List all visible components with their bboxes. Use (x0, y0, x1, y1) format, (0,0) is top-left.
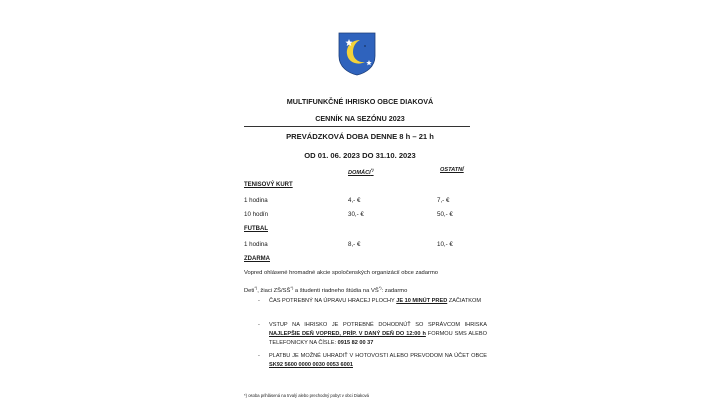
section-free: ZDARMA (244, 256, 270, 262)
column-domestic: DOMÁCI*) (348, 167, 374, 176)
section-tennis: TENISOVÝ KURT (244, 182, 293, 188)
football-row-1-others: 10,- € (437, 241, 453, 248)
season-period: OD 01. 06. 2023 DO 31.10. 2023 (304, 151, 416, 160)
column-others: OSTATNÍ (440, 167, 464, 173)
tennis-row-2-others: 50,- € (437, 211, 453, 218)
opening-hours: PREVÁDZKOVÁ DOBA DENNE 8 h – 21 h (286, 132, 434, 141)
divider (244, 126, 470, 127)
football-row-1-label: 1 hodina (244, 241, 268, 248)
price-list-page: MULTIFUNKČNÉ IHRISKO OBCE DIAKOVÁ CENNÍK NA SEZÓNU 2023 PREVÁDZKOVÁ DOBA DENNE 8 h – 21 h OD 01. 06. 2023 DO 31.10. 2023 DOMÁCI*) OSTATNÍ TENISOVÝ KURT 1 hodina 4,- € 7,- € 10 hodín 30,- € 50,- € FUTBAL 1 hodina 8,- € 10,- € ZDARMA Vopred ohlásené hromadné akcie spoločenských organizácií obce zadarmo Deti*), žiaci ZŠ/SŠ*) a študenti riadneho štúdia na VŠ*): zadarmo - ČAS POTREBNÝ NA ÚPRAVU HRACEJ PLOCHY JE 10 MINÚT PRED ZAČIATKOM - VSTUP NA IHRISKO JE POTREBNÉ DOHODNÚŤ SO SPRÁVCOM IHRISKA NAJLEPŠIE DEŇ VOPRED, PRÍP. V DANÝ DEŇ DO 12:00 h FORMOU SMS ALEBO TELEFONICKY NA ČÍSLE: 0915 82 00 37 - PLATBU JE MOŽNÉ UHRADIŤ V HOTOVOSTI ALEBO PREVODOM NA ÚČET OBCE SK92 5600 0000 0030 0053 6001 *) osoba prihlásená na trvalý alebo prechodný pobyt v obci Diaková (0, 0, 720, 420)
document-title: MULTIFUNKČNÉ IHRISKO OBCE DIAKOVÁ (286, 97, 434, 106)
tennis-row-1-label: 1 hodina (244, 197, 268, 204)
football-row-1-domestic: 8,- € (348, 241, 361, 248)
tennis-row-2-domestic: 30,- € (348, 211, 364, 218)
tennis-row-1-others: 7,- € (437, 197, 450, 204)
free-line-events: Vopred ohlásené hromadné akcie spoločenských organizácií obce zadarmo (244, 270, 438, 276)
tennis-row-1-domestic: 4,- € (348, 197, 361, 204)
village-coat-of-arms-icon (338, 32, 376, 76)
tennis-row-2-label: 10 hodín (244, 211, 269, 218)
season-subtitle: CENNÍK NA SEZÓNU 2023 (315, 114, 405, 123)
section-football: FUTBAL (244, 226, 268, 232)
free-line-students: Deti*), žiaci ZŠ/SŠ*) a študenti riadneho štúdia na VŠ*): zadarmo (244, 285, 408, 294)
footnote: *) osoba prihlásená na trvalý alebo prechodný pobyt v obci Diaková (244, 393, 370, 398)
